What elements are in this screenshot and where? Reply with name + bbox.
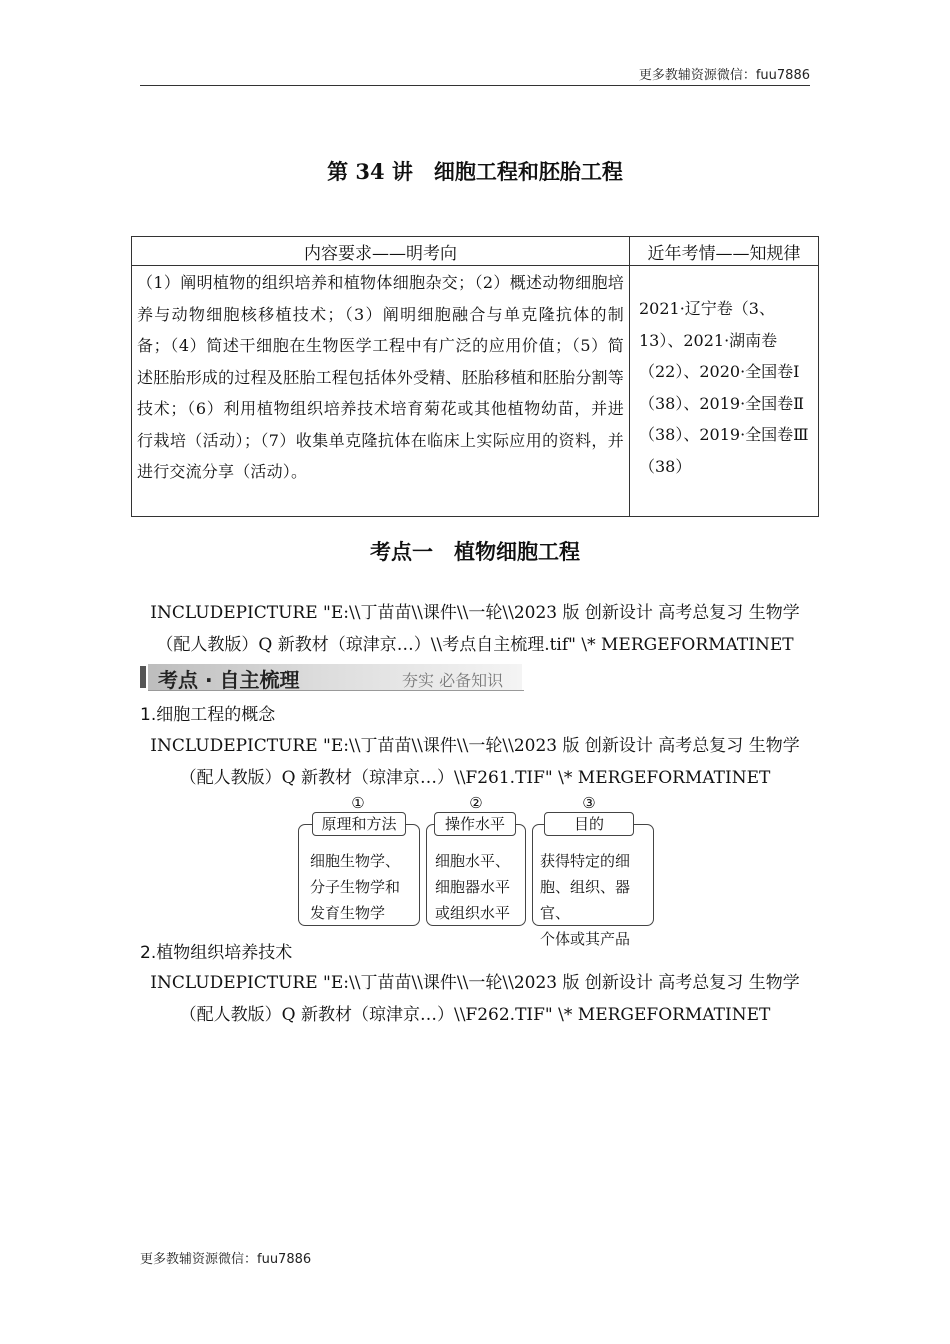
concept-diagram bbox=[298, 794, 654, 948]
diagram-label-1: 原理和方法 bbox=[312, 812, 406, 836]
requirements-content: （1）阐明植物的组织培养和植物体细胞杂交；（2）概述动物细胞培养与动物细胞核移植技术；（3）阐明细胞融合与单克隆抗体的制备；（4）简述干细胞在生物医学工程中有广泛的应用价值；（5）简述胚胎形成的过程及胚胎工程包括体外受精、胚胎移植和胚胎分割等技术；（6）利用植物组织培养技术培育菊花或其他植物幼苗，并进行栽培（活动）；（7）收集单克隆抗体在临床上实际应用的资料，并进行交流分享（活动）。 bbox=[137, 273, 624, 481]
section-banner bbox=[140, 662, 524, 692]
banner-bar bbox=[140, 666, 146, 688]
diagram-text-1: 细胞生物学、 分子生物学和 发育生物学 bbox=[310, 852, 401, 922]
subheading-2: 2.植物组织培养技术 bbox=[140, 943, 293, 963]
table-header-exams: 近年考情——知规律 bbox=[630, 237, 819, 266]
subheading-1: 1.细胞工程的概念 bbox=[140, 705, 276, 725]
diagram-text-2: 细胞水平、 细胞器水平 或组织水平 bbox=[435, 852, 511, 922]
exam-list: 2021·辽宁卷（3、13）、2021·湖南卷（22）、2020·全国卷Ⅰ（38）、2019·全国卷Ⅱ（38）、2019·全国卷Ⅲ（38） bbox=[639, 299, 809, 476]
header-rule bbox=[140, 85, 810, 86]
include-field-3: INCLUDEPICTURE "E:\\丁苗苗\\课件\\一轮\\2023 版 创新设计 高考总复习 生物学（配人教版）Q 新教材（琼津京…）\\F262.TIF" \* MERGEFORMATINET bbox=[150, 973, 800, 1025]
diagram-num-3: ③ bbox=[582, 794, 596, 812]
diagram-text-3: 获得特定的细 胞、组织、器官、 个体或其产品 bbox=[540, 852, 631, 948]
footer-note: 更多教辅资源微信：fuu7886 bbox=[140, 1252, 312, 1267]
diagram-label-3: 目的 bbox=[544, 812, 634, 836]
diagram-num-2: ② bbox=[469, 794, 483, 812]
diagram-num-1: ① bbox=[351, 794, 365, 812]
banner-underline bbox=[148, 690, 524, 691]
table-header-requirements: 内容要求——明考向 bbox=[132, 237, 630, 266]
page-title: 第 34 讲 细胞工程和胚胎工程 bbox=[327, 159, 623, 184]
requirements-table bbox=[131, 236, 819, 517]
section-title: 考点一 植物细胞工程 bbox=[370, 539, 580, 564]
banner-subtitle: 夯实 必备知识 bbox=[402, 671, 504, 690]
header-note: 更多教辅资源微信：fuu7886 bbox=[638, 68, 810, 83]
include-field-1: INCLUDEPICTURE "E:\\丁苗苗\\课件\\一轮\\2023 版 创新设计 高考总复习 生物学（配人教版）Q 新教材（琼津京…）\\考点自主梳理.tif" \* MERGEFORMATINET bbox=[150, 603, 800, 655]
include-field-2: INCLUDEPICTURE "E:\\丁苗苗\\课件\\一轮\\2023 版 创新设计 高考总复习 生物学（配人教版）Q 新教材（琼津京…）\\F261.TIF" \* MERGEFORMATINET bbox=[150, 736, 800, 788]
banner-title: 考点 · 自主梳理 bbox=[158, 668, 300, 692]
diagram-label-2: 操作水平 bbox=[434, 812, 516, 836]
